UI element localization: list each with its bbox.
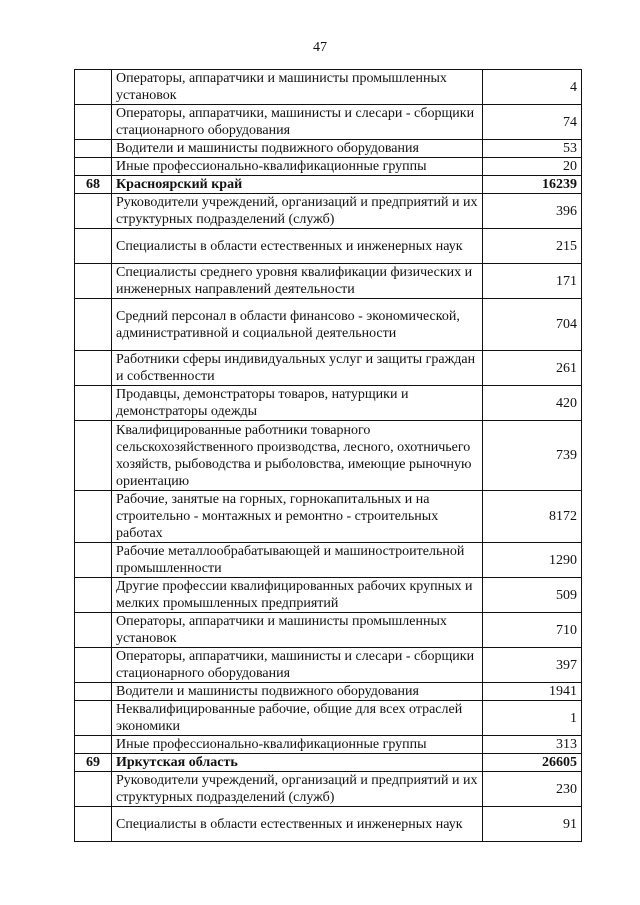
category-cell: Специалисты в области естественных и инженерных наук <box>112 229 483 264</box>
value-cell: 704 <box>483 299 582 351</box>
category-cell: Иные профессионально-квалификационные группы <box>112 158 483 176</box>
row-number-cell <box>75 140 112 158</box>
table-row <box>75 543 582 578</box>
table-row <box>75 351 582 386</box>
row-number-cell <box>75 386 112 421</box>
table-row <box>75 105 582 140</box>
category-cell: Специалисты среднего уровня квалификации физических и инженерных направлений деятельности <box>112 264 483 299</box>
category-cell: Рабочие, занятые на горных, горнокапитальных и на строительно - монтажных и ремонтно - строительных работах <box>112 491 483 543</box>
row-number-cell: 69 <box>75 754 112 772</box>
value-cell: 215 <box>483 229 582 264</box>
category-cell: Руководители учреждений, организаций и предприятий и их структурных подразделений (служб) <box>112 772 483 807</box>
category-cell: Рабочие металлообрабатывающей и машиностроительной промышленности <box>112 543 483 578</box>
row-number-cell <box>75 491 112 543</box>
page-number: 47 <box>313 40 327 55</box>
value-cell: 26605 <box>483 754 582 772</box>
table-body <box>75 70 582 842</box>
row-number-cell <box>75 543 112 578</box>
table-row <box>75 772 582 807</box>
value-cell: 1290 <box>483 543 582 578</box>
table-row <box>75 701 582 736</box>
statistics-table <box>74 69 582 842</box>
row-number-cell <box>75 683 112 701</box>
category-cell: Квалифицированные работники товарного сельскохозяйственного производства, лесного, охотничьего хозяйств, рыбоводства и рыболовства, имеющие рыночную ориентацию <box>112 421 483 491</box>
row-number-cell <box>75 701 112 736</box>
category-cell: Другие профессии квалифицированных рабочих крупных и мелких промышленных предприятий <box>112 578 483 613</box>
row-number-cell <box>75 105 112 140</box>
category-cell: Водители и машинисты подвижного оборудования <box>112 140 483 158</box>
row-number-cell <box>75 736 112 754</box>
value-cell: 53 <box>483 140 582 158</box>
value-cell: 739 <box>483 421 582 491</box>
value-cell: 171 <box>483 264 582 299</box>
table-row <box>75 264 582 299</box>
table-row <box>75 807 582 842</box>
category-cell: Средний персонал в области финансово - экономической, административной и социальной деятельности <box>112 299 483 351</box>
value-cell: 1941 <box>483 683 582 701</box>
value-cell: 509 <box>483 578 582 613</box>
row-number-cell <box>75 807 112 842</box>
category-cell: Операторы, аппаратчики, машинисты и слесари - сборщики стационарного оборудования <box>112 648 483 683</box>
category-cell: Водители и машинисты подвижного оборудования <box>112 683 483 701</box>
table-row <box>75 736 582 754</box>
row-number-cell <box>75 299 112 351</box>
table-row <box>75 70 582 105</box>
table-row <box>75 229 582 264</box>
value-cell: 397 <box>483 648 582 683</box>
category-cell: Красноярский край <box>112 176 483 194</box>
table-row <box>75 158 582 176</box>
table-row <box>75 386 582 421</box>
value-cell: 313 <box>483 736 582 754</box>
value-cell: 91 <box>483 807 582 842</box>
value-cell: 4 <box>483 70 582 105</box>
row-number-cell <box>75 772 112 807</box>
table-row <box>75 648 582 683</box>
row-number-cell <box>75 194 112 229</box>
row-number-cell: 68 <box>75 176 112 194</box>
category-cell: Операторы, аппаратчики, машинисты и слесари - сборщики стационарного оборудования <box>112 105 483 140</box>
row-number-cell <box>75 648 112 683</box>
row-number-cell <box>75 613 112 648</box>
table-row <box>75 613 582 648</box>
row-number-cell <box>75 421 112 491</box>
table-row <box>75 299 582 351</box>
value-cell: 230 <box>483 772 582 807</box>
value-cell: 396 <box>483 194 582 229</box>
value-cell: 1 <box>483 701 582 736</box>
category-cell: Продавцы, демонстраторы товаров, натурщики и демонстраторы одежды <box>112 386 483 421</box>
category-cell: Операторы, аппаратчики и машинисты промышленных установок <box>112 70 483 105</box>
table-row <box>75 421 582 491</box>
category-cell: Иные профессионально-квалификационные группы <box>112 736 483 754</box>
row-number-cell <box>75 578 112 613</box>
value-cell: 8172 <box>483 491 582 543</box>
category-cell: Иркутская область <box>112 754 483 772</box>
table-row <box>75 140 582 158</box>
value-cell: 74 <box>483 105 582 140</box>
row-number-cell <box>75 158 112 176</box>
category-cell: Специалисты в области естественных и инженерных наук <box>112 807 483 842</box>
row-number-cell <box>75 264 112 299</box>
category-cell: Неквалифицированные рабочие, общие для всех отраслей экономики <box>112 701 483 736</box>
table-row <box>75 683 582 701</box>
table-row <box>75 194 582 229</box>
category-cell: Работники сферы индивидуальных услуг и защиты граждан и собственности <box>112 351 483 386</box>
value-cell: 420 <box>483 386 582 421</box>
table-row <box>75 491 582 543</box>
table-row <box>75 578 582 613</box>
region-row <box>75 754 582 772</box>
row-number-cell <box>75 351 112 386</box>
row-number-cell <box>75 229 112 264</box>
row-number-cell <box>75 70 112 105</box>
region-row <box>75 176 582 194</box>
value-cell: 16239 <box>483 176 582 194</box>
value-cell: 20 <box>483 158 582 176</box>
value-cell: 710 <box>483 613 582 648</box>
category-cell: Руководители учреждений, организаций и предприятий и их структурных подразделений (служб) <box>112 194 483 229</box>
value-cell: 261 <box>483 351 582 386</box>
category-cell: Операторы, аппаратчики и машинисты промышленных установок <box>112 613 483 648</box>
